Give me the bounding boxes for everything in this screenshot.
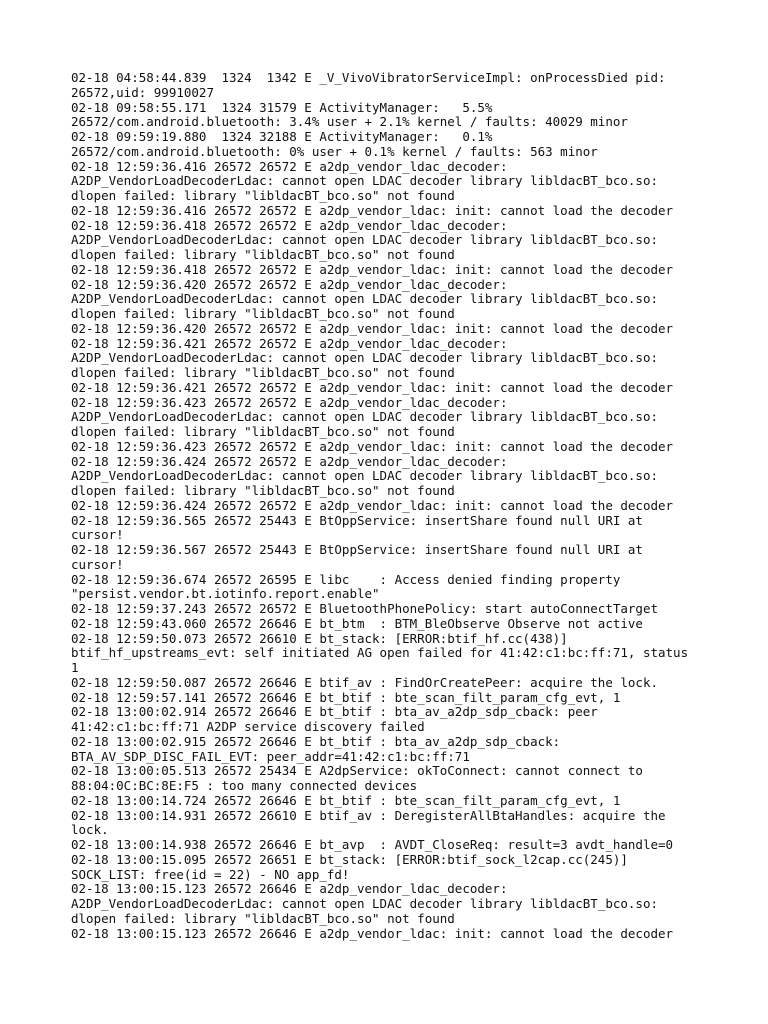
log-line: btif_hf_upstreams_evt: self initiated AG open failed for 41:42:c1:bc:ff:71, status — [71, 645, 689, 661]
log-line: 02-18 12:59:36.420 26572 26572 E a2dp_vendor_ldac: init: cannot load the decoder — [71, 320, 674, 336]
log-line: A2DP_VendorLoadDecoderLdac: cannot open LDAC decoder library libldacBT_bco.so: — [71, 350, 658, 366]
log-line: 02-18 12:59:37.243 26572 26572 E BluetoothPhonePolicy: start autoConnectTarget — [71, 601, 658, 616]
log-line: 02-18 13:00:15.123 26572 26646 E a2dp_vendor_ldac: init: cannot load the decoder — [71, 925, 674, 941]
log-line: 02-18 12:59:36.565 26572 25443 E BtOppService: insertShare found null URI at — [71, 512, 643, 528]
log-line: 02-18 13:00:15.095 26572 26651 E bt_stack: [ERROR:btif_sock_l2cap.cc(245)] — [71, 851, 628, 867]
log-line: dlopen failed: library "libldacBT_bco.so" not found — [71, 910, 455, 926]
log-line: dlopen failed: library "libldacBT_bco.so" not found — [71, 247, 455, 262]
log-line: 26572/com.android.bluetooth: 3.4% user + 2.1% kernel / faults: 40029 minor — [71, 114, 628, 130]
log-line: 02-18 13:00:15.123 26572 26646 E a2dp_vendor_ldac_decoder: — [71, 881, 508, 897]
log-line: 02-18 09:58:55.171 1324 31579 E ActivityManager: 5.5% — [71, 99, 493, 115]
log-line: dlopen failed: library "libldacBT_bco.so" not found — [71, 365, 455, 380]
log-line: 02-18 12:59:50.087 26572 26646 E btif_av : FindOrCreatePeer: acquire the lock. — [71, 674, 658, 690]
log-line: 41:42:c1:bc:ff:71 A2DP service discovery failed — [71, 719, 425, 734]
log-line: 02-18 13:00:02.915 26572 26646 E bt_btif : bta_av_a2dp_sdp_cback: — [71, 733, 561, 749]
log-line: 1 — [71, 660, 79, 675]
log-line: 02-18 04:58:44.839 1324 1342 E _V_VivoVibratorServiceImpl: onProcessDied pid: — [71, 70, 666, 85]
log-line: 02-18 13:00:14.938 26572 26646 E bt_avp : AVDT_CloseReq: result=3 avdt_handle=0 — [71, 837, 674, 852]
log-line: A2DP_VendorLoadDecoderLdac: cannot open LDAC decoder library libldacBT_bco.so: — [71, 232, 658, 248]
log-line: 02-18 12:59:36.418 26572 26572 E a2dp_vendor_ldac: init: cannot load the decoder — [71, 261, 674, 277]
log-line: A2DP_VendorLoadDecoderLdac: cannot open LDAC decoder library libldacBT_bco.so: — [71, 291, 658, 307]
log-line: 02-18 13:00:14.931 26572 26610 E btif_av : DeregisterAllBtaHandles: acquire the — [71, 807, 666, 823]
log-line: lock. — [71, 822, 109, 838]
log-line: 02-18 12:59:36.421 26572 26572 E a2dp_vendor_ldac_decoder: — [71, 335, 508, 351]
log-line: 02-18 12:59:36.424 26572 26572 E a2dp_vendor_ldac_decoder: — [71, 453, 508, 469]
log-line: 02-18 13:00:05.513 26572 25434 E A2dpService: okToConnect: cannot connect to — [71, 763, 643, 779]
log-line: dlopen failed: library "libldacBT_bco.so" not found — [71, 306, 455, 321]
log-line: 02-18 12:59:36.421 26572 26572 E a2dp_vendor_ldac: init: cannot load the decoder — [71, 379, 674, 395]
log-line: 02-18 12:59:36.416 26572 26572 E a2dp_vendor_ldac_decoder: — [71, 158, 508, 174]
log-document — [71, 71, 691, 941]
log-line: dlopen failed: library "libldacBT_bco.so" not found — [71, 188, 455, 203]
log-line: dlopen failed: library "libldacBT_bco.so" not found — [71, 424, 455, 439]
log-line: A2DP_VendorLoadDecoderLdac: cannot open LDAC decoder library libldacBT_bco.so: — [71, 468, 658, 484]
log-line: 02-18 12:59:36.674 26572 26595 E libc : Access denied finding property — [71, 571, 621, 587]
log-line: cursor! — [71, 556, 124, 572]
log-line: BTA_AV_SDP_DISC_FAIL_EVT: peer_addr=41:42:c1:bc:ff:71 — [71, 748, 470, 764]
log-line: "persist.vendor.bt.iotinfo.report.enable" — [71, 586, 380, 602]
log-line: 02-18 13:00:02.914 26572 26646 E bt_btif : bta_av_a2dp_sdp_cback: peer — [71, 704, 598, 720]
log-line: 02-18 12:59:36.423 26572 26572 E a2dp_vendor_ldac: init: cannot load the decoder — [71, 438, 674, 454]
log-line: SOCK_LIST: free(id = 22) - NO app_fd! — [71, 866, 350, 882]
log-line: 02-18 12:59:36.416 26572 26572 E a2dp_vendor_ldac: init: cannot load the decoder — [71, 202, 674, 218]
log-line: A2DP_VendorLoadDecoderLdac: cannot open LDAC decoder library libldacBT_bco.so: — [71, 409, 658, 425]
log-line: 26572/com.android.bluetooth: 0% user + 0.1% kernel / faults: 563 minor — [71, 143, 598, 159]
log-line: 02-18 12:59:57.141 26572 26646 E bt_btif : bte_scan_filt_param_cfg_evt, 1 — [71, 689, 621, 705]
log-line: cursor! — [71, 527, 124, 543]
log-line: A2DP_VendorLoadDecoderLdac: cannot open LDAC decoder library libldacBT_bco.so: — [71, 173, 658, 189]
log-line: 02-18 12:59:36.567 26572 25443 E BtOppService: insertShare found null URI at — [71, 542, 643, 557]
log-line: 88:04:0C:BC:8E:F5 : too many connected devices — [71, 778, 418, 793]
log-line: 02-18 12:59:43.060 26572 26646 E bt_btm : BTM_BleObserve Observe not active — [71, 615, 643, 631]
log-line: 02-18 12:59:36.423 26572 26572 E a2dp_vendor_ldac_decoder: — [71, 394, 508, 410]
log-line: 02-18 12:59:36.424 26572 26572 E a2dp_vendor_ldac: init: cannot load the decoder — [71, 497, 674, 513]
log-line: 02-18 13:00:14.724 26572 26646 E bt_btif : bte_scan_filt_param_cfg_evt, 1 — [71, 792, 621, 808]
log-line: dlopen failed: library "libldacBT_bco.so" not found — [71, 483, 455, 498]
log-line: 02-18 09:59:19.880 1324 32188 E ActivityManager: 0.1% — [71, 129, 493, 144]
log-line: 02-18 12:59:50.073 26572 26610 E bt_stack: [ERROR:btif_hf.cc(438)] — [71, 630, 568, 646]
log-line: 02-18 12:59:36.418 26572 26572 E a2dp_vendor_ldac_decoder: — [71, 217, 508, 233]
log-line: A2DP_VendorLoadDecoderLdac: cannot open LDAC decoder library libldacBT_bco.so: — [71, 896, 658, 911]
log-line: 26572,uid: 99910027 — [71, 84, 214, 100]
log-line: 02-18 12:59:36.420 26572 26572 E a2dp_vendor_ldac_decoder: — [71, 276, 508, 292]
